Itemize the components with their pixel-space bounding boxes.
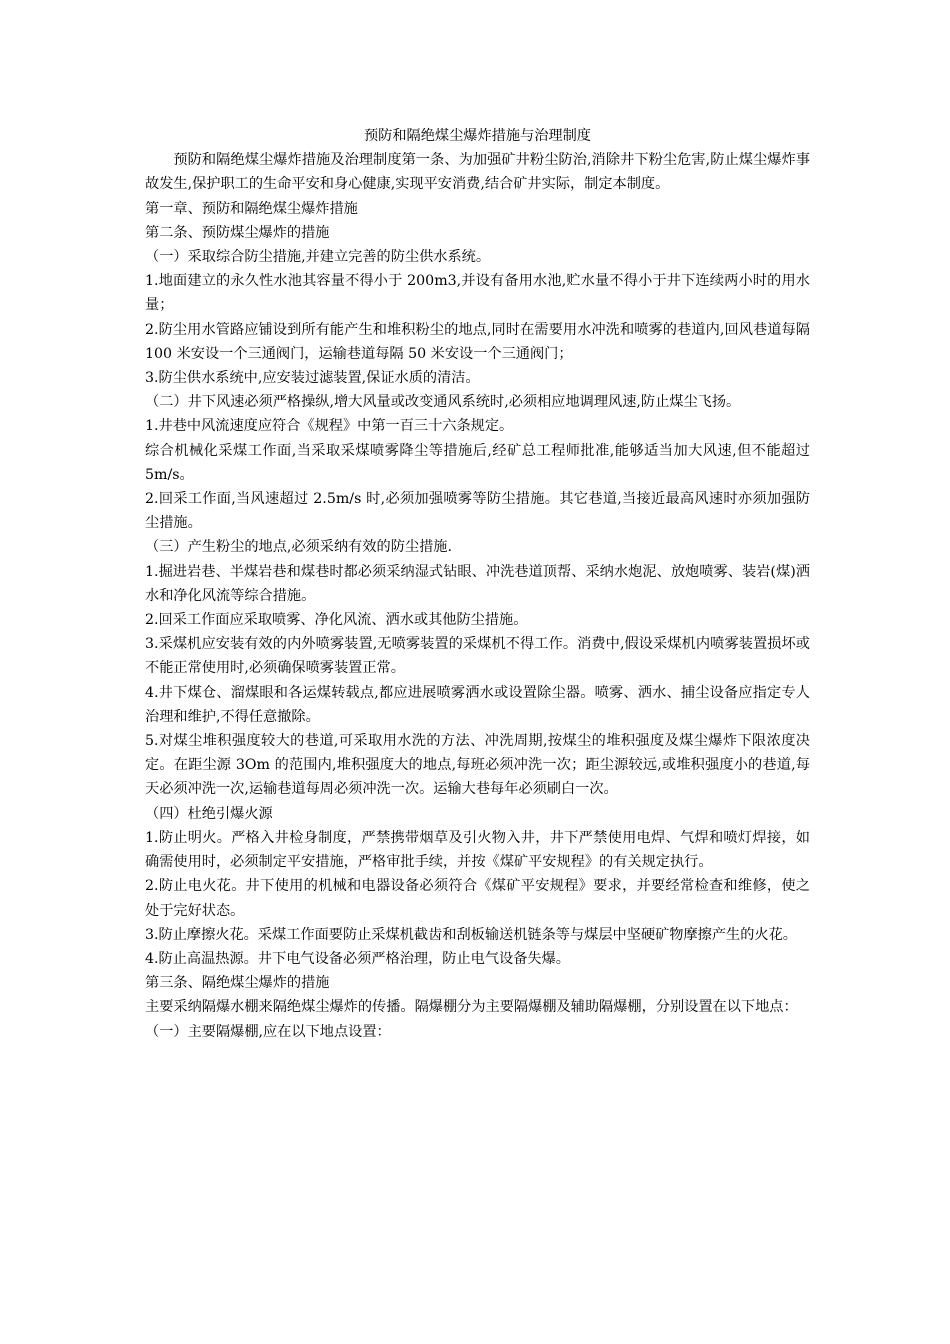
paragraph: （三）产生粉尘的地点,必须采纳有效的防尘措施. <box>145 539 452 556</box>
paragraph: 第三条、隔绝煤尘爆炸的措施 <box>145 975 330 992</box>
paragraph: 1.掘进岩巷、半煤岩巷和煤巷时都必须采纳湿式钻眼、冲洗巷道顶帮、采纳水炮泥、放炮喷雾、装岩(煤)洒水和净化风流等综合措施。 <box>145 563 810 604</box>
paragraph: （四）杜绝引爆火源 <box>145 805 273 822</box>
paragraph: 1.防止明火。严格入井检身制度，严禁携带烟草及引火物入井，井下严禁使用电焊、气焊和喷灯焊接，如确需使用时，必须制定平安措施，严格审批手续，并按《煤矿平安规程》的有关规定执行。 <box>145 829 810 871</box>
paragraph: 4.防止高温热源。井下电气设备必须严格治理，防止电气设备失爆。 <box>145 950 570 967</box>
paragraph: 3.防止摩擦火花。采煤工作面要防止采煤机截齿和刮板输送机链条等与煤层中坚硬矿物摩擦产生的火花。 <box>145 926 797 943</box>
paragraph: （一）主要隔爆棚,应在以下地点设置： <box>145 1023 391 1040</box>
paragraph: 第一章、预防和隔绝煤尘爆炸措施 <box>145 200 358 217</box>
intro-paragraph: 预防和隔绝煤尘爆炸措施及治理制度第一条、为加强矿井粉尘防治,消除井下粉尘危害,防止煤尘爆炸事故发生,保护职工的生命平安和身心健康,实现平安消费,结合矿井实际，制定本制度。 <box>145 152 810 193</box>
paragraph: 综合机械化采煤工作面,当采取采煤喷雾降尘等措施后,经矿总工程师批准,能够适当加大风速,但不能超过 5m/s。 <box>145 442 810 483</box>
paragraph: 5.对煤尘堆积强度较大的巷道,可采取用水洗的方法、冲洗周期,按煤尘的堆积强度及煤尘爆炸下限浓度决定。在距尘源 3Om 的范围内,堆积强度大的地点,每班必须冲洗一次；距尘源较远,或堆积强度小的巷道,每天必须冲洗一次,运输巷道每周必须冲洗一次。运输大巷每年必须刷白一次。 <box>145 733 810 798</box>
paragraph: 2.回采工作面,当风速超过 2.5m/s 时,必须加强喷雾等防尘措施。其它巷道,当接近最高风速时亦须加强防尘措施。 <box>145 491 810 532</box>
paragraph: 2.防止电火花。井下使用的机械和电器设备必须符合《煤矿平安规程》要求，并要经常检查和维修，使之处于完好状态。 <box>145 878 810 919</box>
paragraph: （二）井下风速必须严格操纵,增大风量或改变通风系统时,必须相应地调理风速,防止煤尘飞扬。 <box>145 394 741 411</box>
paragraph: 2.防尘用水管路应铺设到所有能产生和堆积粉尘的地点,同时在需要用水冲洗和喷雾的巷道内,回风巷道每隔 100 米安设一个三通阀门，运输巷道每隔 50 米安设一个三通阀门； <box>145 321 810 362</box>
document-body <box>145 124 810 1044</box>
paragraph: （一）采取综合防尘措施,并建立完善的防尘供水系统。 <box>145 249 491 266</box>
paragraph: 1.井巷中风流速度应符合《规程》中第一百三十六条规定。 <box>145 418 514 435</box>
document-title: 预防和隔绝煤尘爆炸措施与治理制度 <box>363 128 591 144</box>
paragraph: 4.井下煤仓、溜煤眼和各运煤转载点,都应进展喷雾洒水或设置除尘器。喷雾、洒水、捕尘设备应指定专人治理和维护,不得任意撤除。 <box>145 684 810 725</box>
paragraph: 1.地面建立的永久性水池其容量不得小于 200m3,并设有备用水池,贮水量不得小于井下连续两小时的用水量； <box>145 273 810 314</box>
paragraph: 3.采煤机应安装有效的内外喷雾装置,无喷雾装置的采煤机不得工作。消费中,假设采煤机内喷雾装置损坏或不能正常使用时,必须确保喷雾装置正常。 <box>145 636 810 677</box>
paragraph: 2.回采工作面应采取喷雾、净化风流、洒水或其他防尘措施。 <box>145 612 528 629</box>
paragraph: 第二条、预防煤尘爆炸的措施 <box>145 224 330 241</box>
paragraph: 3.防尘供水系统中,应安装过滤装置,保证水质的清洁。 <box>145 370 480 387</box>
paragraph: 主要采纳隔爆水棚来隔绝煤尘爆炸的传播。隔爆棚分为主要隔爆棚及辅助隔爆棚，分别设置在以下地点： <box>145 999 798 1016</box>
